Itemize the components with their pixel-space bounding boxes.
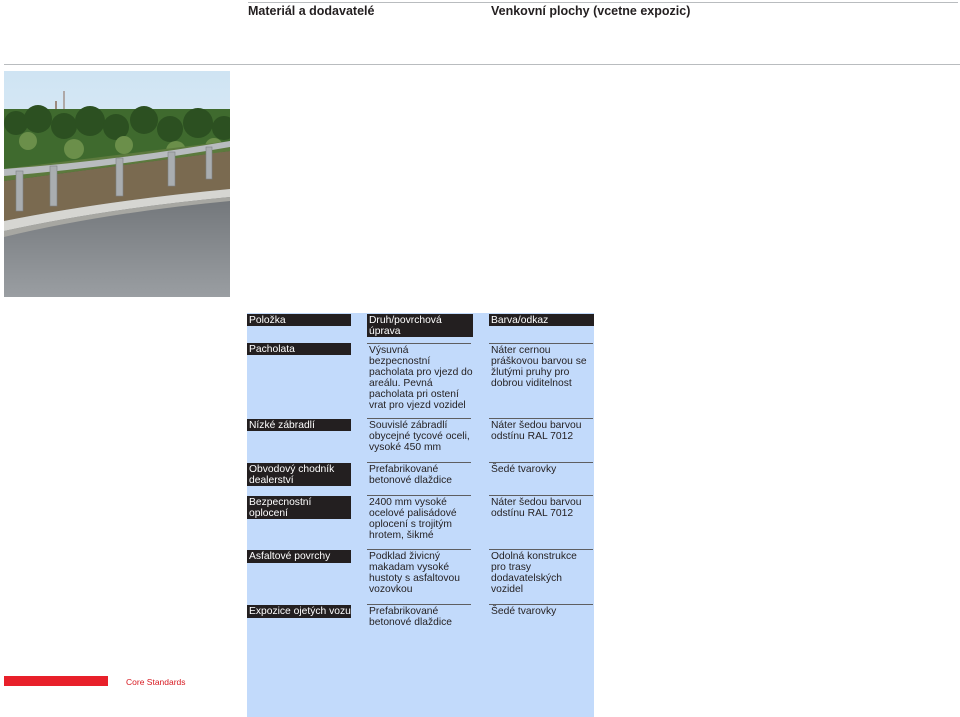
footer-accent-bar: [4, 676, 108, 686]
top-rule: [248, 2, 958, 3]
table-cell-color: Šedé tvarovky: [491, 606, 557, 617]
column-header-type: Druh/povrchová úprava: [367, 314, 473, 337]
column-header-item: Položka: [247, 314, 351, 326]
table-row-label: Nízké zábradlí: [247, 419, 351, 431]
table-row-label: Expozice ojetých vozu: [249, 606, 351, 617]
header-divider: [4, 64, 960, 65]
table-cell-color: Náter cernou práškovou barvou se žlutými pruhy pro dobrou viditelnost: [491, 345, 587, 389]
table-cell-type: Podklad živicný makadam vysoké hustoty s asfaltovou vozovkou: [369, 551, 461, 595]
table-row-label: Pacholata: [247, 343, 351, 355]
table-cell-type: Prefabrikované betonové dlaždice: [369, 464, 453, 486]
guardrail-photo: [4, 71, 230, 297]
column-header-color: Barva/odkaz: [489, 314, 594, 326]
table-cell-color: Odolná konstrukce pro trasy dodavatelských vozidel: [491, 551, 577, 595]
table-cell-type: Prefabrikované betonové dlaždice: [369, 606, 453, 628]
table-cell-type: Výsuvná bezpecnostní pacholata pro vjezd do areálu. Pevná pacholata pri ostení vrat pro vjezd vozidel: [369, 345, 473, 411]
table-cell-type: 2400 mm vysoké ocelové palisádové oplocení s trojitým hrotem, šikmé: [369, 497, 457, 541]
table-row-label: Asfaltové povrchy: [247, 550, 351, 563]
page-title: Venkovní plochy (vcetne expozic): [491, 4, 691, 18]
table-cell-type: Souvislé zábradlí obycejné tycové oceli, vysoké 450 mm: [369, 420, 470, 453]
table-cell-color: Náter šedou barvou odstínu RAL 7012: [491, 420, 582, 442]
section-title: Materiál a dodavatelé: [248, 4, 375, 18]
table-cell-color: Šedé tvarovky: [491, 464, 557, 475]
table-cell-color: Náter šedou barvou odstínu RAL 7012: [491, 497, 582, 519]
footer-label: Core Standards: [126, 677, 186, 687]
table-row-label: Obvodový chodník dealerství: [247, 463, 351, 486]
table-row-label: Bezpecnostní oplocení: [247, 496, 351, 519]
